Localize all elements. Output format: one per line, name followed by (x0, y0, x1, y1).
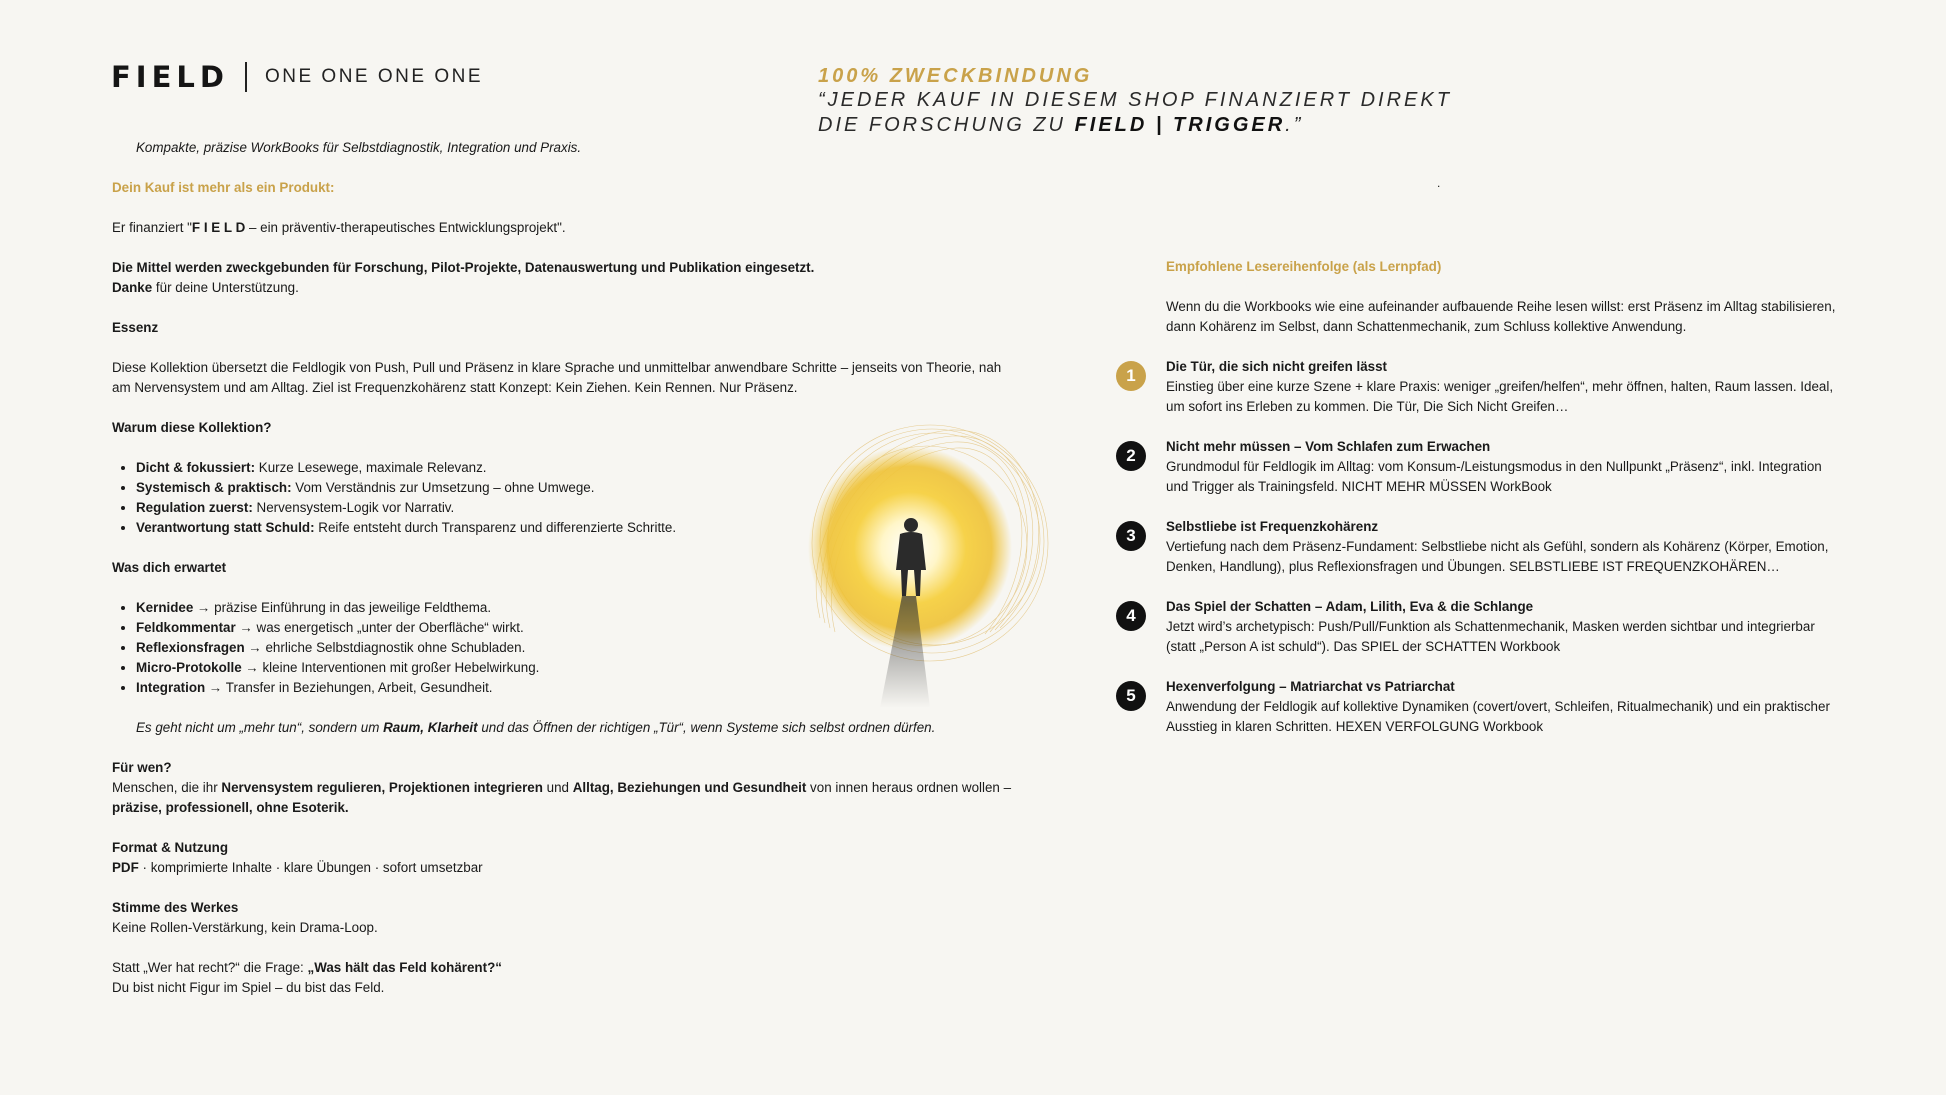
step-number-badge: 4 (1116, 601, 1146, 631)
reading-step-3[interactable] (1126, 517, 1846, 577)
promo-line-2 (818, 113, 1452, 138)
voice-line-1: Keine Rollen-Verstärkung, kein Drama-Loop. (112, 920, 378, 935)
quote-bold: Raum, Klarheit (383, 720, 478, 735)
forwhom-t1: Menschen, die ihr (112, 780, 222, 795)
essenz-heading (112, 318, 1012, 338)
format-text (112, 858, 1012, 878)
essenz-text: Diese Kollektion übersetzt die Feldlogik von Push, Pull und Präsenz in klare Sprache und unmittelbar anwendbare Schritte – jenseits von Theorie, nah am Nervensystem und am Alltag. Ziel ist Frequenzkohärenz statt Konzept: Kein Ziehen. Kein Rennen. Nur Präsenz. (112, 360, 1002, 395)
list-item-text: → präzise Einführung in das jeweilige Feldthema. (193, 600, 492, 615)
finance-post: – ein präventiv-therapeutisches Entwicklungsprojekt". (245, 220, 566, 235)
step-title-text: Die Tür, die sich nicht greifen lässt (1166, 359, 1388, 374)
why-heading-text: Warum diese Kollektion? (112, 420, 272, 435)
purchase-heading: Dein Kauf ist mehr als ein Produkt: (112, 180, 335, 195)
finance-bold: F I E L D (191, 220, 246, 235)
voice-line-2-pre: Statt „Wer hat recht?“ die Frage: (112, 960, 308, 975)
list-item-bold: Kernidee (136, 600, 194, 615)
dot-mark: . (1437, 176, 1441, 190)
essenz-heading-text: Essenz (112, 320, 159, 335)
reading-step-5[interactable] (1126, 677, 1846, 737)
reading-path-section (1126, 257, 1846, 757)
step-title-text: Selbstliebe ist Frequenzkohärenz (1166, 519, 1379, 534)
step-number-badge: 5 (1116, 681, 1146, 711)
logo-tagline: ONE ONE ONE ONE (264, 66, 483, 87)
list-item-text: Nervensystem-Logik vor Narrativ. (252, 500, 455, 515)
step-text: Jetzt wird’s archetypisch: Push/Pull/Funktion als Schattenmechanik, Masken werden sichtbar und integrierbar (statt „Person A ist schuld“). Das SPIEL der SCHATTEN Workbook (1166, 619, 1815, 654)
list-item-bold: Integration (136, 680, 206, 695)
reading-step-1[interactable] (1126, 357, 1846, 417)
step-text: Vertiefung nach dem Präsenz-Fundament: Selbstliebe nicht als Gefühl, sondern als Kohärenz (Körper, Emotion, Denken, Handlung), plus Reflexionsfragen und Übungen. SELBSTLIEBE IST FREQUENZKOHÄREN… (1166, 539, 1829, 574)
format-bold: PDF (112, 860, 139, 875)
list-item-bold: Regulation zuerst: (136, 500, 253, 515)
step-number-badge: 2 (1116, 441, 1146, 471)
list-item-bold: Dicht & fokussiert: (136, 460, 256, 475)
list-item-text: → kleine Interventionen mit großer Hebelwirkung. (241, 660, 540, 675)
funds-text (112, 258, 1012, 278)
expect-heading-text: Was dich erwartet (112, 560, 227, 575)
finance-text (112, 218, 1012, 238)
step-number-badge: 1 (1116, 361, 1146, 391)
promo-line-2-bold: FIELD | TRIGGER (1074, 114, 1286, 136)
step-text: Einstieg über eine kurze Szene + klare Praxis: weniger „greifen/helfen“, mehr öffnen, halten, Raum lassen. Ideal, um sofort ins Erleben zu kommen. Die Tür, Die Sich Nicht Greifen… (1166, 379, 1834, 414)
step-title (1166, 437, 1846, 457)
format-heading-text: Format & Nutzung (112, 840, 229, 855)
logo[interactable]: FIELD (111, 60, 229, 94)
finance-pre: Er finanziert " (112, 220, 192, 235)
portal-illustration (780, 418, 1050, 708)
format-heading (112, 838, 1012, 858)
voice-line-3: Du bist nicht Figur im Spiel – du bist das Feld. (112, 980, 385, 995)
lead-text: Kompakte, präzise WorkBooks für Selbstdiagnostik, Integration und Praxis. (136, 140, 582, 155)
forwhom-t3: von innen heraus ordnen wollen – (806, 780, 1012, 795)
forwhom-b1: Nervensystem regulieren, Projektionen integrieren (221, 780, 543, 795)
forwhom-b3: präzise, professionell, ohne Esoterik. (112, 800, 349, 815)
voice-heading (112, 898, 1012, 918)
expect-quote (112, 718, 1012, 738)
promo-line-2-end: .” (1285, 114, 1304, 136)
step-title-text: Nicht mehr müssen – Vom Schlafen zum Erwachen (1166, 439, 1491, 454)
quote-pre: Es geht nicht um „mehr tun“, sondern um (136, 720, 384, 735)
thanks-text (112, 278, 1012, 298)
list-item-bold: Micro-Protokolle (136, 660, 242, 675)
voice-line-2-bold: „Was hält das Feld kohärent?“ (307, 960, 502, 975)
promo-title: 100% ZWECKBINDUNG (818, 65, 1093, 87)
step-title (1166, 597, 1846, 617)
list-item-text: → was energetisch „unter der Oberfläche“ wirkt. (235, 620, 524, 635)
brand-header (111, 60, 483, 94)
logo-divider (245, 62, 247, 92)
promo-line-1: “JEDER KAUF IN DIESEM SHOP FINANZIERT DIREKT (818, 89, 1452, 111)
voice-heading-text: Stimme des Werkes (112, 900, 239, 915)
forwhom-heading (112, 758, 1012, 778)
funds-bold: Die Mittel werden zweckgebunden für Forschung, Pilot-Projekte, Datenauswertung und Publikation eingesetzt. (112, 260, 815, 275)
forwhom-text (112, 778, 1012, 818)
forwhom-heading-text: Für wen? (112, 760, 172, 775)
list-item-bold: Verantwortung statt Schuld: (136, 520, 315, 535)
reading-intro: Wenn du die Workbooks wie eine aufeinander aufbauende Reihe lesen willst: erst Präsenz im Alltag stabilisieren, dann Kohärenz im Selbst, dann Schattenmechanik, zum Schluss kollektive Anwendung. (1166, 299, 1836, 334)
step-title (1166, 677, 1846, 697)
thanks-bold: Danke (112, 280, 153, 295)
quote-post: und das Öffnen der richtigen „Tür“, wenn Systeme sich selbst ordnen dürfen. (477, 720, 936, 735)
portal-artwork (780, 418, 1050, 708)
step-title-text: Das Spiel der Schatten – Adam, Lilith, Eva & die Schlange (1166, 599, 1534, 614)
forwhom-b2: Alltag, Beziehungen und Gesundheit (572, 780, 807, 795)
step-text: Grundmodul für Feldlogik im Alltag: vom Konsum-/Leistungsmodus in den Nullpunkt „Präsenz“, inkl. Integration und Trigger als Trainingsfeld. NICHT MEHR MÜSSEN WorkBook (1166, 459, 1822, 494)
reading-step-2[interactable] (1126, 437, 1846, 497)
list-item-text: Kurze Lesewege, maximale Relevanz. (255, 460, 487, 475)
list-item-bold: Feldkommentar (136, 620, 236, 635)
list-item-text: Reife entsteht durch Transparenz und differenzierte Schritte. (314, 520, 677, 535)
list-item-bold: Reflexionsfragen (136, 640, 245, 655)
list-item-bold: Systemisch & praktisch: (136, 480, 292, 495)
voice-line-2 (112, 958, 1012, 978)
step-number-badge: 3 (1116, 521, 1146, 551)
thanks-rest: für deine Unterstützung. (152, 280, 299, 295)
list-item-text: → ehrliche Selbstdiagnostik ohne Schubladen. (244, 640, 526, 655)
step-title-text: Hexenverfolgung – Matriarchat vs Patriarchat (1166, 679, 1455, 694)
promo-line-2-text: DIE FORSCHUNG ZU (818, 114, 1075, 136)
forwhom-t2: und (542, 780, 573, 795)
step-title (1166, 357, 1846, 377)
step-text: Anwendung der Feldlogik auf kollektive Dynamiken (covert/overt, Schleifen, Ritualmechanik) und ein praktischer Ausstieg in klaren Schritten. HEXEN VERFOLGUNG Workbook (1166, 699, 1830, 734)
list-item-text: Vom Verständnis zur Umsetzung – ohne Umwege. (291, 480, 595, 495)
promo-banner (818, 64, 1452, 138)
reading-heading: Empfohlene Lesereihenfolge (als Lernpfad) (1166, 259, 1442, 274)
list-item-text: → Transfer in Beziehungen, Arbeit, Gesundheit. (205, 680, 493, 695)
step-title (1166, 517, 1846, 537)
format-rest: · komprimierte Inhalte · klare Übungen · sofort umsetzbar (138, 860, 483, 875)
reading-step-4[interactable] (1126, 597, 1846, 657)
